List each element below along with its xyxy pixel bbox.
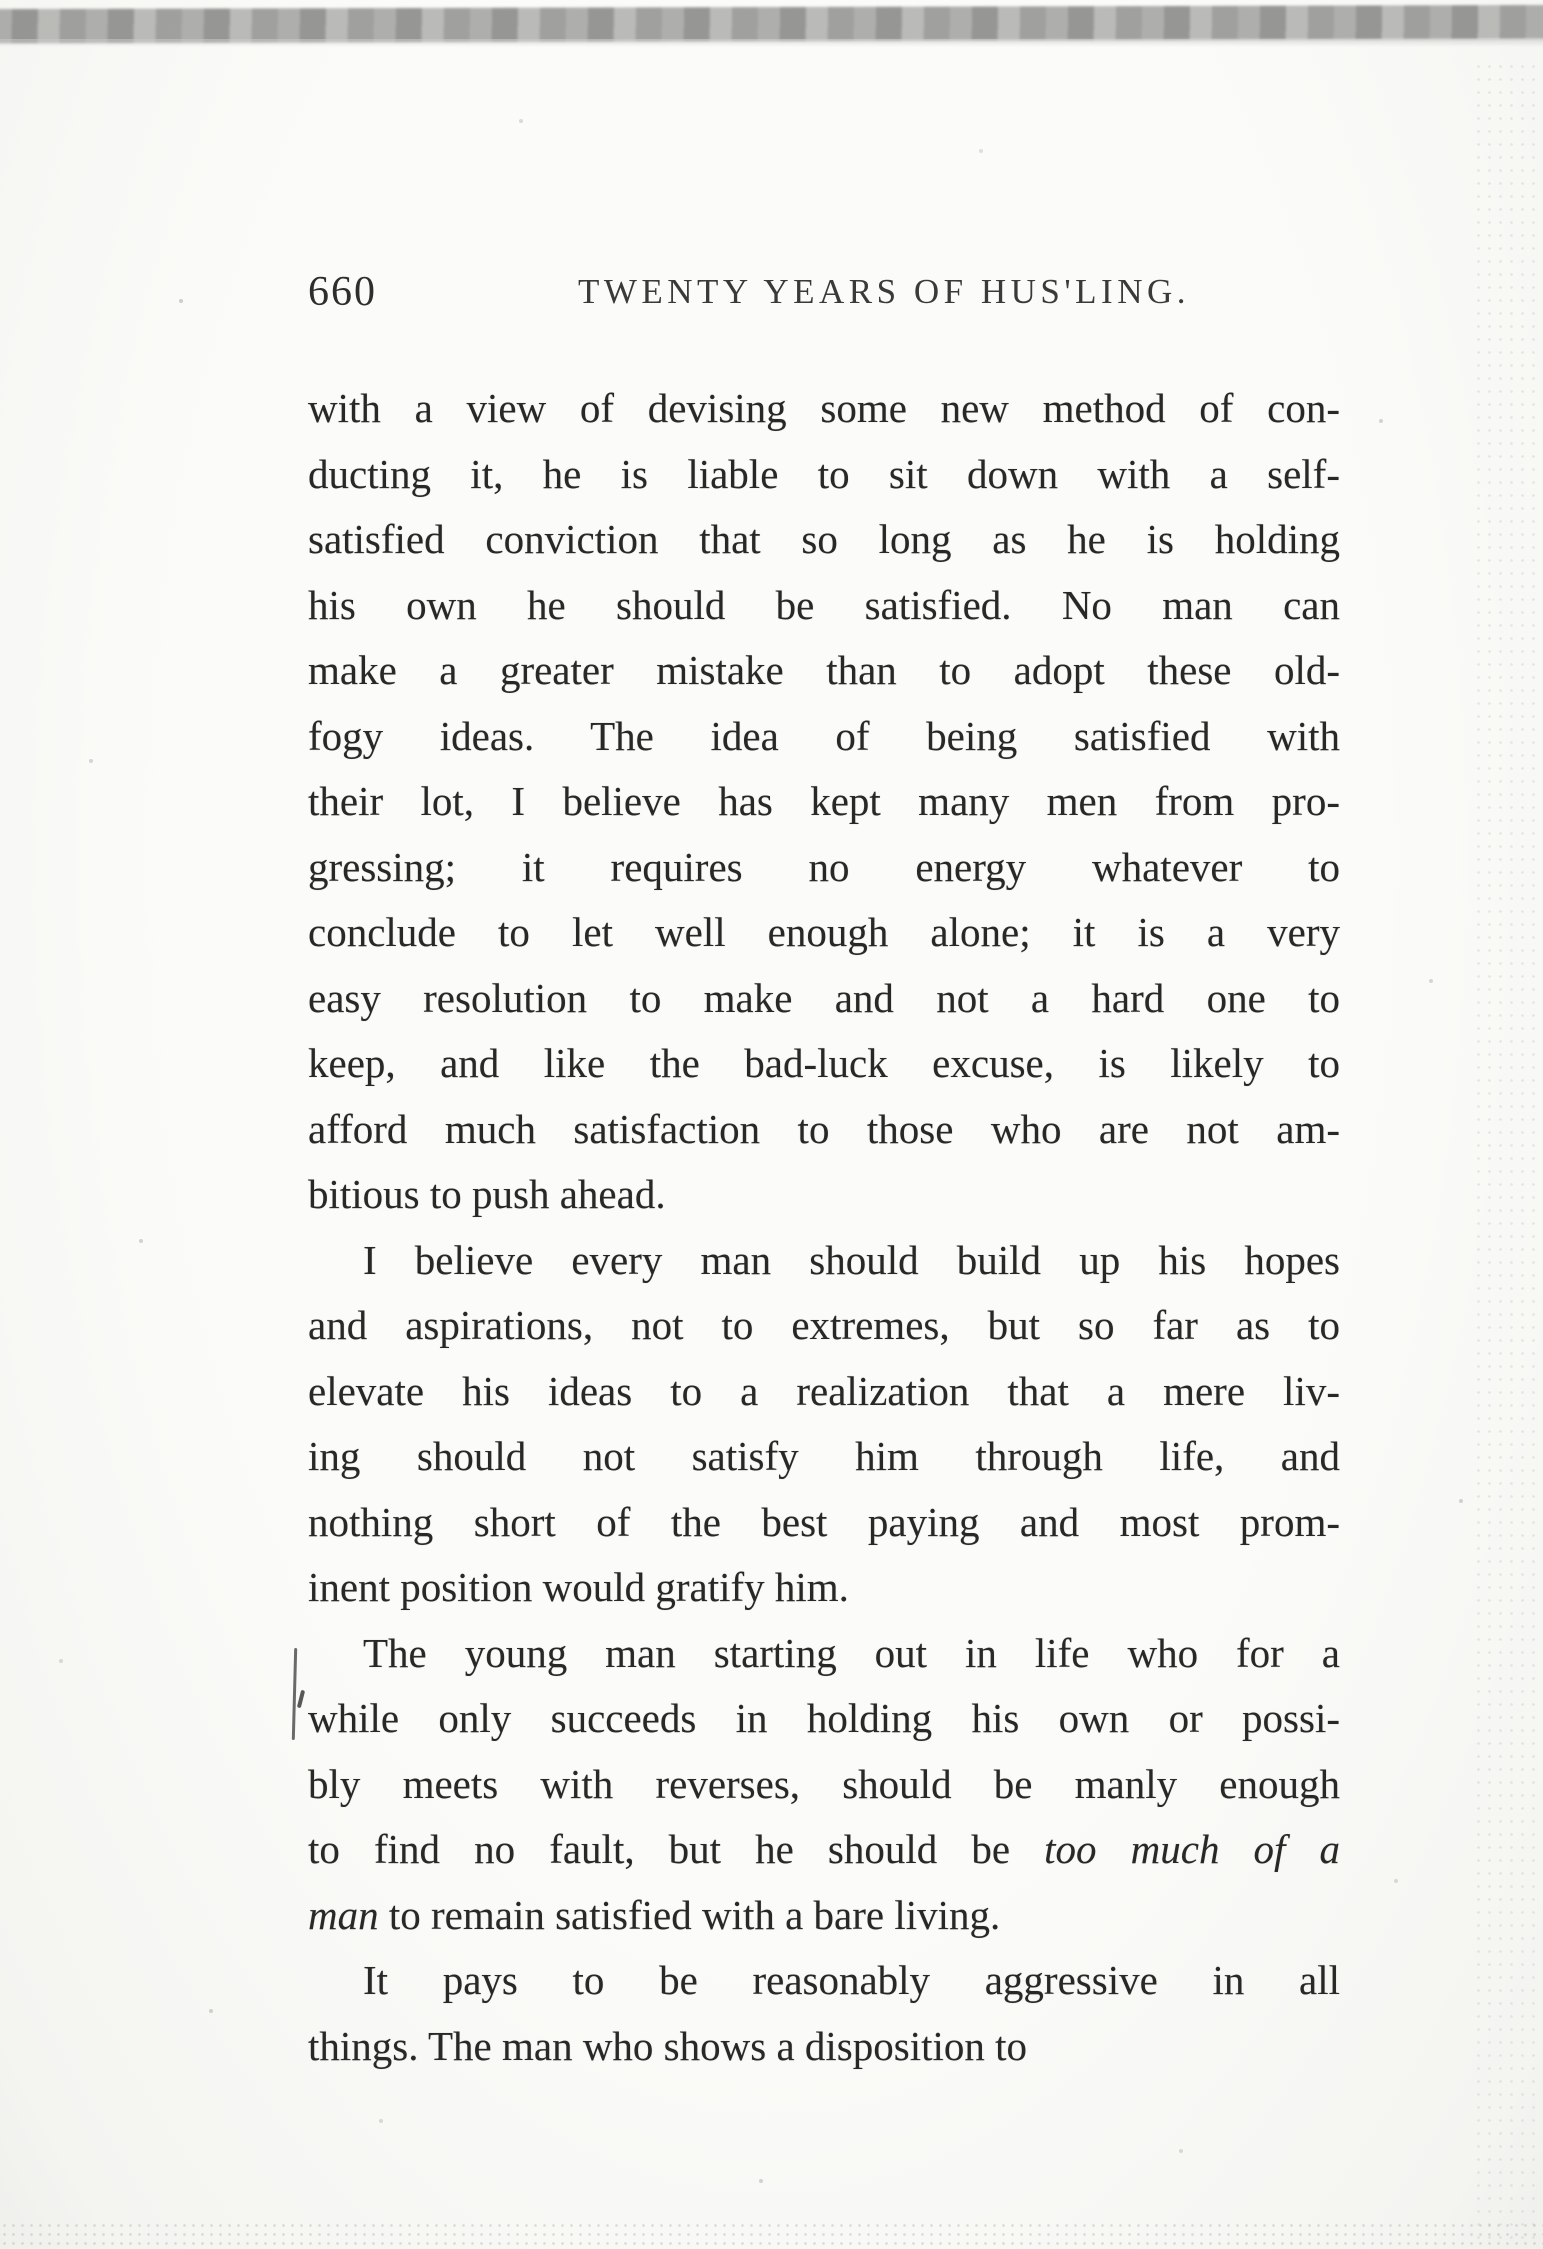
margin-pen-mark <box>292 1648 297 1740</box>
text-segment: elevate his ideas to a realization that a mere liv- <box>308 1367 1340 1414</box>
text-segment: satisfied conviction that so long as he is holding <box>308 516 1340 562</box>
text-segment: easy resolution to make and not a hard one to <box>308 974 1340 1021</box>
scan-noise-right <box>1473 60 1543 2249</box>
text-segment: to find no fault, but he should be <box>308 1826 1045 1872</box>
text-segment: afford much satisfaction to those who are not am- <box>308 1105 1340 1152</box>
text-line <box>308 1097 1340 1163</box>
text-line <box>308 1948 1340 2014</box>
italic-text-segment: man <box>308 1891 379 1938</box>
text-line <box>308 769 1340 835</box>
text-segment: their lot, I believe has kept many men from pro- <box>308 778 1340 824</box>
text-line <box>308 1162 1340 1228</box>
text-segment: inent position would gratify him. <box>308 1564 849 1610</box>
text-line <box>308 1621 1340 1687</box>
text-segment: his own he should be satisfied. No man can <box>308 581 1340 628</box>
text-segment: nothing short of the best paying and most prom- <box>308 1498 1340 1545</box>
text-line <box>308 507 1340 573</box>
running-title: TWENTY YEARS OF HUS'LING. <box>577 272 1191 311</box>
text-line <box>308 1817 1340 1883</box>
text-segment: with a view of devising some new method of con- <box>308 385 1340 431</box>
text-segment: ducting it, he is liable to sit down with a self- <box>308 450 1340 497</box>
text-line <box>308 573 1340 639</box>
text-block <box>308 376 1340 2079</box>
text-line <box>308 1883 1340 1949</box>
text-segment: and aspirations, not to extremes, but so far as to <box>308 1302 1340 1348</box>
scan-speckles <box>0 0 2 2</box>
text-segment: The young man starting out in life who for a <box>363 1629 1340 1676</box>
text-line <box>308 1490 1340 1556</box>
italic-text-segment: too much of a <box>1044 1826 1341 1872</box>
scan-edge-artifact <box>0 5 1543 43</box>
page-number: 660 <box>308 269 377 315</box>
text-line <box>308 1031 1340 1097</box>
text-segment: to remain satisfied with a bare living. <box>378 1891 1001 1938</box>
text-line <box>308 1359 1340 1425</box>
text-segment: make a greater mistake than to adopt these old- <box>308 647 1340 693</box>
text-segment: things. The man who shows a disposition to <box>308 2022 1028 2069</box>
text-line <box>308 376 1340 442</box>
text-line <box>308 1555 1340 1621</box>
scan-noise-bottom <box>0 2221 1543 2249</box>
text-segment: bly meets with reverses, should be manly enough <box>308 1760 1340 1807</box>
text-line <box>308 1293 1340 1359</box>
text-segment: ing should not satisfy him through life, and <box>308 1433 1340 1479</box>
text-segment: while only succeeds in holding his own or possi- <box>308 1695 1340 1741</box>
text-line <box>308 2014 1340 2080</box>
text-line <box>308 835 1340 901</box>
text-line <box>308 442 1340 508</box>
text-line <box>308 900 1340 966</box>
scan-edge-shadow <box>0 39 1543 47</box>
text-line <box>308 1752 1340 1818</box>
text-line <box>308 1228 1340 1294</box>
margin-pen-tick <box>297 1690 305 1708</box>
text-segment: I believe every man should build up his hopes <box>363 1236 1340 1283</box>
text-line <box>308 966 1340 1032</box>
text-line <box>308 1424 1340 1490</box>
page-header <box>308 268 1340 318</box>
text-segment: gressing; it requires no energy whatever to <box>308 843 1340 890</box>
text-segment: conclude to let well enough alone; it is a very <box>308 909 1340 955</box>
text-line <box>308 704 1340 770</box>
text-line <box>308 638 1340 704</box>
text-segment: keep, and like the bad-luck excuse, is likely to <box>308 1040 1340 1086</box>
text-segment: It pays to be reasonably aggressive in all <box>363 1957 1340 2003</box>
text-segment: fogy ideas. The idea of being satisfied with <box>308 712 1340 759</box>
text-segment: bitious to push ahead. <box>308 1171 666 1217</box>
text-line <box>308 1686 1340 1752</box>
